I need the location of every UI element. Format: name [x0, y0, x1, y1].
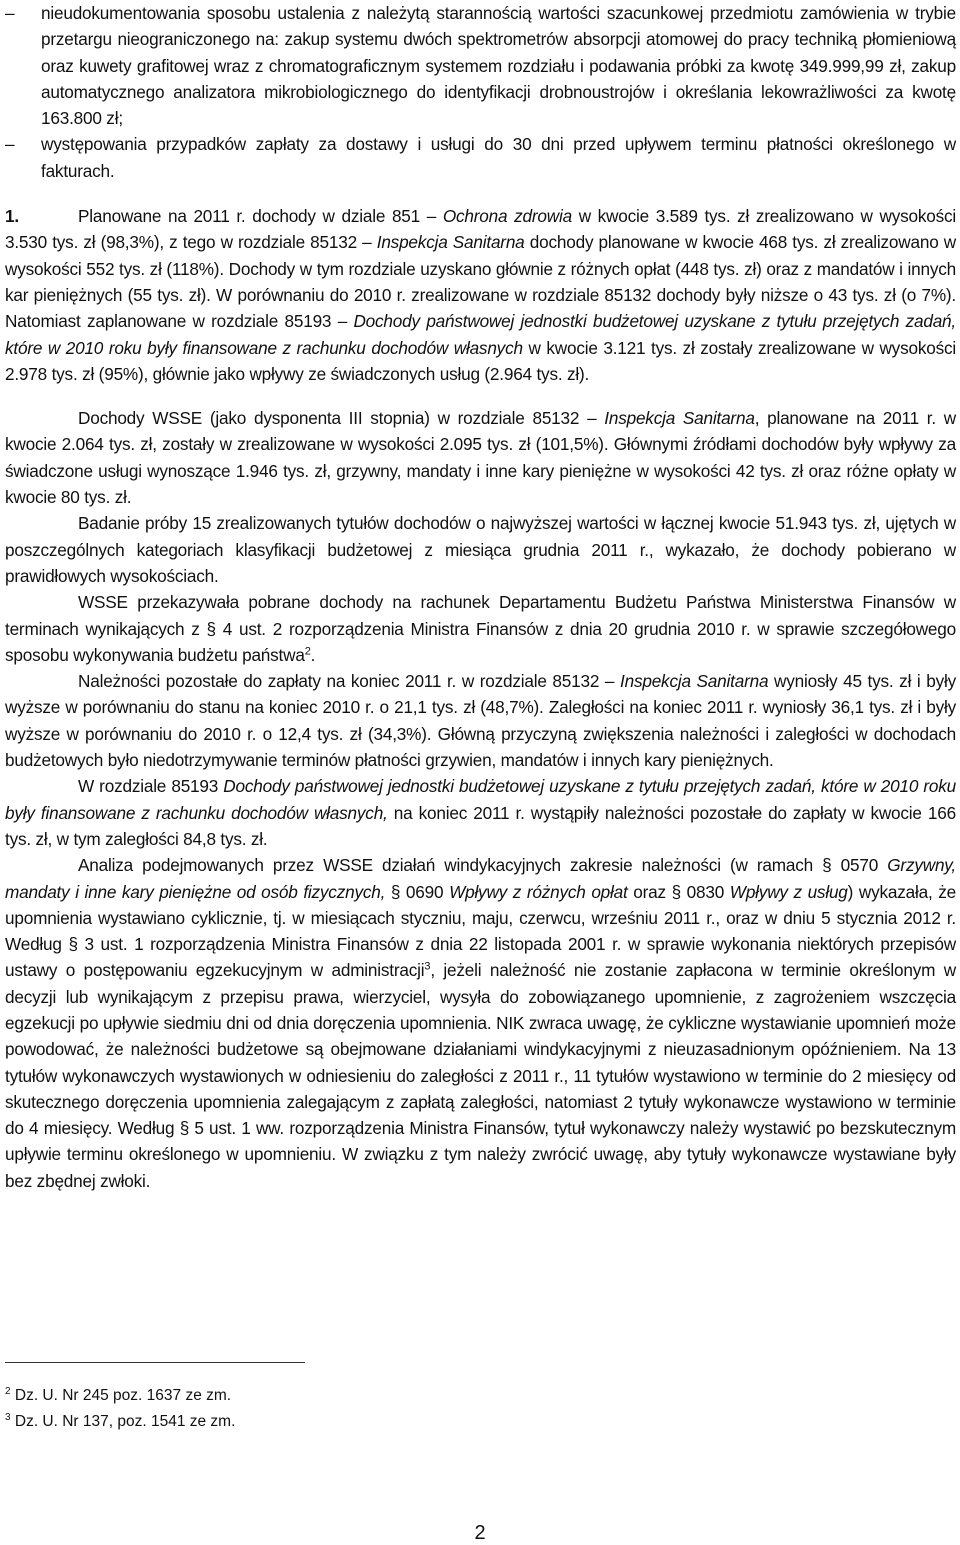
section-number: 1.: [5, 206, 19, 227]
footnote-number: 3: [5, 1411, 11, 1423]
footnotes: [5, 1383, 705, 1435]
text-run: Należności pozostałe do zapłaty na koniec 2011 r. w rozdziale 85132 –: [78, 671, 621, 692]
text-run: , jeżeli należność nie zostanie zapłacona w terminie określonym w decyzji lub wynikającym z przepisu prawa, wierzyciel, wysyła do zobowiązanego upomnienie, z zagrożeniem wszczęcia egzekucji po upływie siedmiu dni od dnia doręczenia upomnienia. NIK zwraca uwagę, że cykliczne wystawianie upomnień może powodować, że należności budżetowe są obejmowane działaniami windykacyjnymi z nieuzasadnionym opóźnieniem. Na 13 tytułów wykonawczych wystawionych w odniesieniu do zaległości z 2011 r., 11 tytułów wystawiono w terminie do 2 miesięcy od skutecznego doręczenia upomnienia zalegającym z zapłatą zaległości, natomiast 2 tytuły wykonawcze wystawiono w terminie do 4 miesięcy. Według § 5 ust. 1 ww. rozporządzenia Ministra Finansów, tytuł wykonawczy należy wystawić po bezskutecznym upływie terminu określonego w upomnieniu. W związku z tym należy zwrócić uwagę, aby tytuły wykonawcze wystawiane były bez zbędnej zwłoki.: [5, 960, 956, 1191]
footnote-separator: [5, 1362, 305, 1363]
text-run: § 0690: [385, 881, 450, 902]
paragraph-sample-audit: Badanie próby 15 zrealizowanych tytułów dochodów o najwyższej wartości w łącznej kwocie 51.943 tys. zł, ujętych w poszczególnych kategoriach klasyfikacji budżetowej z miesiąca grudnia 2011 r., wykazało, że dochody pobierano w prawidłowych wysokościach.: [5, 513, 956, 586]
footnote-text: Dz. U. Nr 137, poz. 1541 ze zm.: [10, 1413, 236, 1430]
paragraph-transfers: [5, 589, 956, 668]
italic-run: Dochody państwowej jednostki budżetowej uzyskane z tytułu przejętych zadań, które w 2010 roku były finansowane z rachunku dochodów własnych: [5, 311, 956, 358]
paragraph-wsse-income: [5, 405, 956, 510]
italic-run: Inspekcja Sanitarna: [620, 671, 769, 692]
footnote-text: Dz. U. Nr 245 poz. 1637 ze zm.: [10, 1387, 232, 1404]
paragraph-collection-analysis: [5, 852, 956, 1194]
text-run: Planowane na 2011 r. dochody w dziale 851 –: [78, 206, 443, 227]
text-run: Dochody WSSE (jako dysponenta III stopnia) w rozdziale 85132 –: [78, 408, 605, 429]
footnote: [5, 1383, 705, 1409]
page-number: 2: [474, 1522, 486, 1544]
text-run: na koniec 2011 r. wystąpiły należności pozostałe do zapłaty w kwocie 166 tys. zł, w tym zaległości 84,8 tys. zł.: [5, 802, 956, 849]
bullet-item: [5, 0, 956, 131]
main-text: [5, 0, 956, 1194]
text-run: ) wykazała, że upomnienia wystawiano cyklicznie, tj. w miesiącach styczniu, maju, czerwcu, wrześniu 2011 r., oraz w dniu 5 stycznia 2012 r. Według § 3 ust. 1 rozporządzenia Ministra Finansów z dnia 22 listopada 2001 r. w sprawie wykonania niektórych przepisów ustawy o postępowaniu egzekucyjnym w administracji: [5, 881, 956, 981]
text-run: oraz § 0830: [627, 881, 730, 902]
text-run: WSSE przekazywała pobrane dochody na rachunek Departamentu Budżetu Państwa Ministerstwa Finansów w terminach wynikających z § 4 ust. 2 rozporządzenia Ministra Finansów z dnia 20 grudnia 2010 r. w sprawie szczegółowego sposobu wykonywania budżetu państwa: [5, 592, 956, 665]
italic-run: Ochrona zdrowia: [442, 206, 572, 227]
italic-run: Inspekcja Sanitarna: [376, 232, 525, 253]
text-run: w kwocie 3.589 tys. zł zrealizowano w wysokości 3.530 tys. zł (98,3%), z tego w rozdziale 85132 –: [5, 206, 957, 253]
italic-run: Grzywny, mandaty i inne kary pieniężne od osób fizycznych,: [5, 855, 956, 902]
text-run: .: [310, 644, 316, 665]
italic-run: Wpływy z usług: [729, 881, 848, 902]
text-run: , planowane na 2011 r. w kwocie 2.064 tys. zł, zostały w zrealizowane w wysokości 2.095 tys. zł (101,5%). Głównymi źródłami dochodów były wpływy za świadczone usługi wynoszące 1.946 tys. zł, grzywny, mandaty i inne kary pieniężne w wysokości 42 tys. zł oraz różne opłaty w kwocie 80 tys. zł.: [5, 408, 956, 508]
footnote-number: 2: [5, 1385, 11, 1397]
bullet-text: nieudokumentowania sposobu ustalenia z należytą starannością wartości szacunkowej przedmiotu zamówienia w trybie przetargu nieograniczonego na: zakup systemu dwóch spektrometrów absorpcji atomowej do pracy techniką płomieniową oraz kuwety grafitowej wraz z chromatograficznym systemem rozdziału i podawania próbki za kwotę 349.999,99 zł, zakup automatycznego analizatora mikrobiologicznego do identyfikacji drobnoustrojów i określania lekowrażliwości za kwotę 163.800 zł;: [41, 3, 956, 129]
italic-run: Dochody państwowej jednostki budżetowej uzyskane z tytułu przejętych zadań, które w 2010 roku były finansowane z rachunku dochodów własnych,: [5, 776, 956, 823]
bullet-text: występowania przypadków zapłaty za dostawy i usługi do 30 dni przed upływem terminu płatności określonego w fakturach.: [41, 134, 956, 181]
section-1-paragraph: [5, 203, 956, 387]
bullet-item: [5, 131, 956, 184]
footnote: [5, 1409, 705, 1435]
paragraph-85193: [5, 773, 956, 852]
text-run: wyniosły 45 tys. zł i były wyższe w porównaniu do stanu na koniec 2010 r. o 21,1 tys. zł (48,7%). Zaległości na koniec 2011 r. wyniosły 36,1 tys. zł i były wyższe w porównaniu do 2010 r. o 12,4 tys. zł (34,3%). Główną przyczyną zwiększenia należności i zaległości w dochodach budżetowych było niedotrzymywanie terminów płatności grzywien, mandatów i innych kary pieniężnych.: [5, 671, 956, 771]
text-run: dochody planowane w kwocie 468 tys. zł zrealizowano w wysokości 552 tys. zł (118%). Dochody w tym rozdziale uzyskano głównie z różnych opłat (448 tys. zł) oraz z mandatów i innych kar pieniężnych (55 tys. zł). W porównaniu do 2010 r. zrealizowane w rozdziale 85132 dochody były niższe o 43 tys. zł (o 7%). Natomiast zaplanowane w rozdziale 85193 –: [5, 232, 956, 332]
bullet-dash: –: [5, 3, 15, 23]
text-run: W rozdziale 85193: [78, 776, 224, 797]
italic-run: Inspekcja Sanitarna: [604, 408, 755, 429]
italic-run: Wpływy z różnych opłat: [449, 881, 628, 902]
footnote-ref: 3: [424, 960, 431, 973]
text-run: w kwocie 3.121 tys. zł zostały zrealizowane w wysokości 2.978 tys. zł (95%), głównie jako wpływy ze świadczonych usług (2.964 tys. zł).: [5, 337, 956, 384]
footnote-ref: 2: [304, 645, 311, 658]
spacer: [5, 387, 956, 405]
bullet-dash: –: [5, 134, 15, 155]
paragraph-receivables: [5, 668, 956, 773]
text-run: Analiza podejmowanych przez WSSE działań windykacyjnych zakresie należności (w ramach § 0570: [78, 855, 888, 876]
spacer: [5, 184, 956, 203]
